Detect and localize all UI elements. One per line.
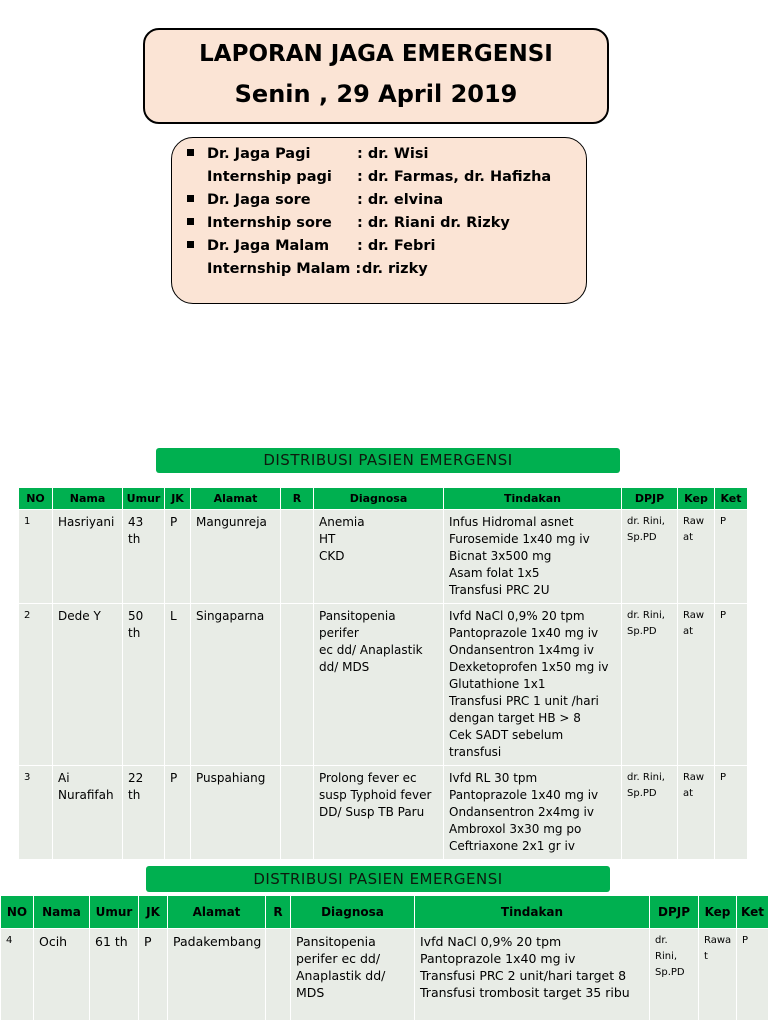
header-kep: Kep <box>699 896 737 929</box>
table-row <box>19 766 748 860</box>
staff-label: Dr. Jaga Pagi <box>207 146 311 162</box>
cell-ket: P <box>720 516 727 527</box>
staff-label: Dr. Jaga sore <box>207 192 311 208</box>
header-r: R <box>281 488 314 510</box>
cell-nama: Hasriyani <box>58 515 115 529</box>
bullet-icon <box>187 241 194 248</box>
report-title-box <box>143 28 609 124</box>
cell-nama: Ai Nurafifah <box>58 771 114 802</box>
report-title: LAPORAN JAGA EMERGENSI <box>199 41 553 67</box>
staff-value: : dr. Wisi <box>357 146 429 162</box>
cell-ket: P <box>720 610 727 621</box>
cell-tindakan: Infus Hidromal asnet Furosemide 1x40 mg iv Bicnat 3x500 mg Asam folat 1x5 Transfusi PRC 2U <box>449 515 590 597</box>
cell-alamat: Mangunreja <box>196 515 267 529</box>
staff-value: : dr. Febri <box>357 238 436 254</box>
header-jk: JK <box>139 896 168 929</box>
bullet-icon <box>187 149 194 156</box>
cell-no: 2 <box>24 610 31 621</box>
cell-r <box>281 510 313 518</box>
table-row <box>19 510 748 604</box>
cell-kep: Raw at <box>683 610 705 637</box>
cell-diagnosa: Pansitopenia perifer ec dd/ Anaplastik dd/ MDS <box>319 609 423 674</box>
header-kep: Kep <box>678 488 715 510</box>
cell-dpjp: dr. Rini, Sp.PD <box>627 610 665 637</box>
header-ket: Ket <box>737 896 768 929</box>
staff-label: Internship sore <box>207 215 332 231</box>
patient-table-2 <box>0 895 768 1021</box>
header-tindakan: Tindakan <box>415 896 650 929</box>
header-diagnosa: Diagnosa <box>314 488 444 510</box>
header-jk: JK <box>165 488 191 510</box>
staff-value: : dr. Farmas, dr. Hafizha <box>357 169 552 185</box>
header-umur: Umur <box>90 896 139 929</box>
header-no: NO <box>19 488 53 510</box>
cell-alamat: Singaparna <box>196 609 265 623</box>
header-dpjp: DPJP <box>650 896 699 929</box>
cell-jk: P <box>144 934 152 949</box>
section-banner-1: DISTRIBUSI PASIEN EMERGENSI <box>156 448 620 473</box>
header-umur: Umur <box>123 488 165 510</box>
cell-r <box>281 766 313 774</box>
table-row <box>19 604 748 766</box>
staff-value: : dr. elvina <box>357 192 444 208</box>
cell-umur: 43 th <box>128 515 144 546</box>
cell-diagnosa: Anemia HT CKD <box>319 515 365 563</box>
header-nama: Nama <box>53 488 123 510</box>
bullet-icon <box>187 218 194 225</box>
header-tindakan: Tindakan <box>444 488 622 510</box>
staff-value: dr. rizky <box>362 261 428 277</box>
cell-jk: L <box>170 609 177 623</box>
cell-no: 4 <box>6 935 13 946</box>
cell-r <box>281 604 313 612</box>
cell-no: 1 <box>24 516 31 527</box>
table-row <box>1 929 768 1021</box>
header-dpjp: DPJP <box>622 488 678 510</box>
cell-kep: Rawa t <box>704 935 732 962</box>
duty-staff-box <box>171 137 587 304</box>
cell-alamat: Puspahiang <box>196 771 266 785</box>
staff-label: Dr. Jaga Malam <box>207 238 330 254</box>
cell-nama: Dede Y <box>58 609 101 623</box>
cell-umur: 50 th <box>128 609 144 640</box>
staff-label: Internship pagi <box>207 169 332 185</box>
cell-jk: P <box>170 771 178 785</box>
header-r: R <box>266 896 291 929</box>
cell-diagnosa: Pansitopenia perifer ec dd/ Anaplastik dd/ MDS <box>296 934 386 1000</box>
section-banner-2: DISTRIBUSI PASIEN EMERGENSI <box>146 866 610 892</box>
cell-dpjp: dr. Rini, Sp.PD <box>627 516 665 543</box>
cell-nama: Ocih <box>39 934 68 949</box>
staff-label: Internship Malam : <box>207 261 362 277</box>
patient-table-1 <box>18 487 748 860</box>
header-nama: Nama <box>34 896 90 929</box>
report-date: Senin , 29 April 2019 <box>234 80 518 108</box>
cell-dpjp: dr. Rini, Sp.PD <box>655 935 685 978</box>
staff-value: : dr. Riani dr. Rizky <box>357 215 510 231</box>
cell-tindakan: Ivfd RL 30 tpm Pantoprazole 1x40 mg iv Ondansentron 2x4mg iv Ambroxol 3x30 mg po Ceftriaxone 2x1 gr iv <box>449 771 599 853</box>
table-header-row <box>19 488 748 510</box>
cell-kep: Raw at <box>683 772 705 799</box>
cell-tindakan: Ivfd NaCl 0,9% 20 tpm Pantopraz​ole 1x40 mg iv Transfusi PRC 2 unit/hari target 8 Transfusi trombosit target 35 ribu <box>420 934 630 1000</box>
header-alamat: Alamat <box>168 896 266 929</box>
cell-diagnosa: Prolong fever ec susp Typhoid fever DD/ Susp TB Paru <box>319 771 432 819</box>
header-diagnosa: Diagnosa <box>291 896 415 929</box>
header-no: NO <box>1 896 34 929</box>
cell-jk: P <box>170 515 178 529</box>
header-alamat: Alamat <box>191 488 281 510</box>
cell-no: 3 <box>24 772 31 783</box>
cell-dpjp: dr. Rini, Sp.PD <box>627 772 665 799</box>
cell-ket: P <box>720 772 727 783</box>
cell-alamat: Padakembang <box>173 934 262 949</box>
cell-umur: 22 th <box>128 771 144 802</box>
cell-ket: P <box>742 935 749 946</box>
cell-kep: Raw at <box>683 516 705 543</box>
table-header-row <box>1 896 768 929</box>
bullet-icon <box>187 195 194 202</box>
header-ket: Ket <box>715 488 748 510</box>
cell-umur: 61 th <box>95 934 128 949</box>
cell-tindakan: Ivfd NaCl 0,9% 20 tpm Pantoprazole 1x40 mg iv Ondansentron 1x4mg iv Dexketoprofen 1x50 mg iv Glutathione 1x1 Transfusi PRC 1 unit /hari dengan target HB > 8 Cek SADT sebelum transfusi <box>449 609 609 759</box>
cell-r <box>266 929 290 937</box>
